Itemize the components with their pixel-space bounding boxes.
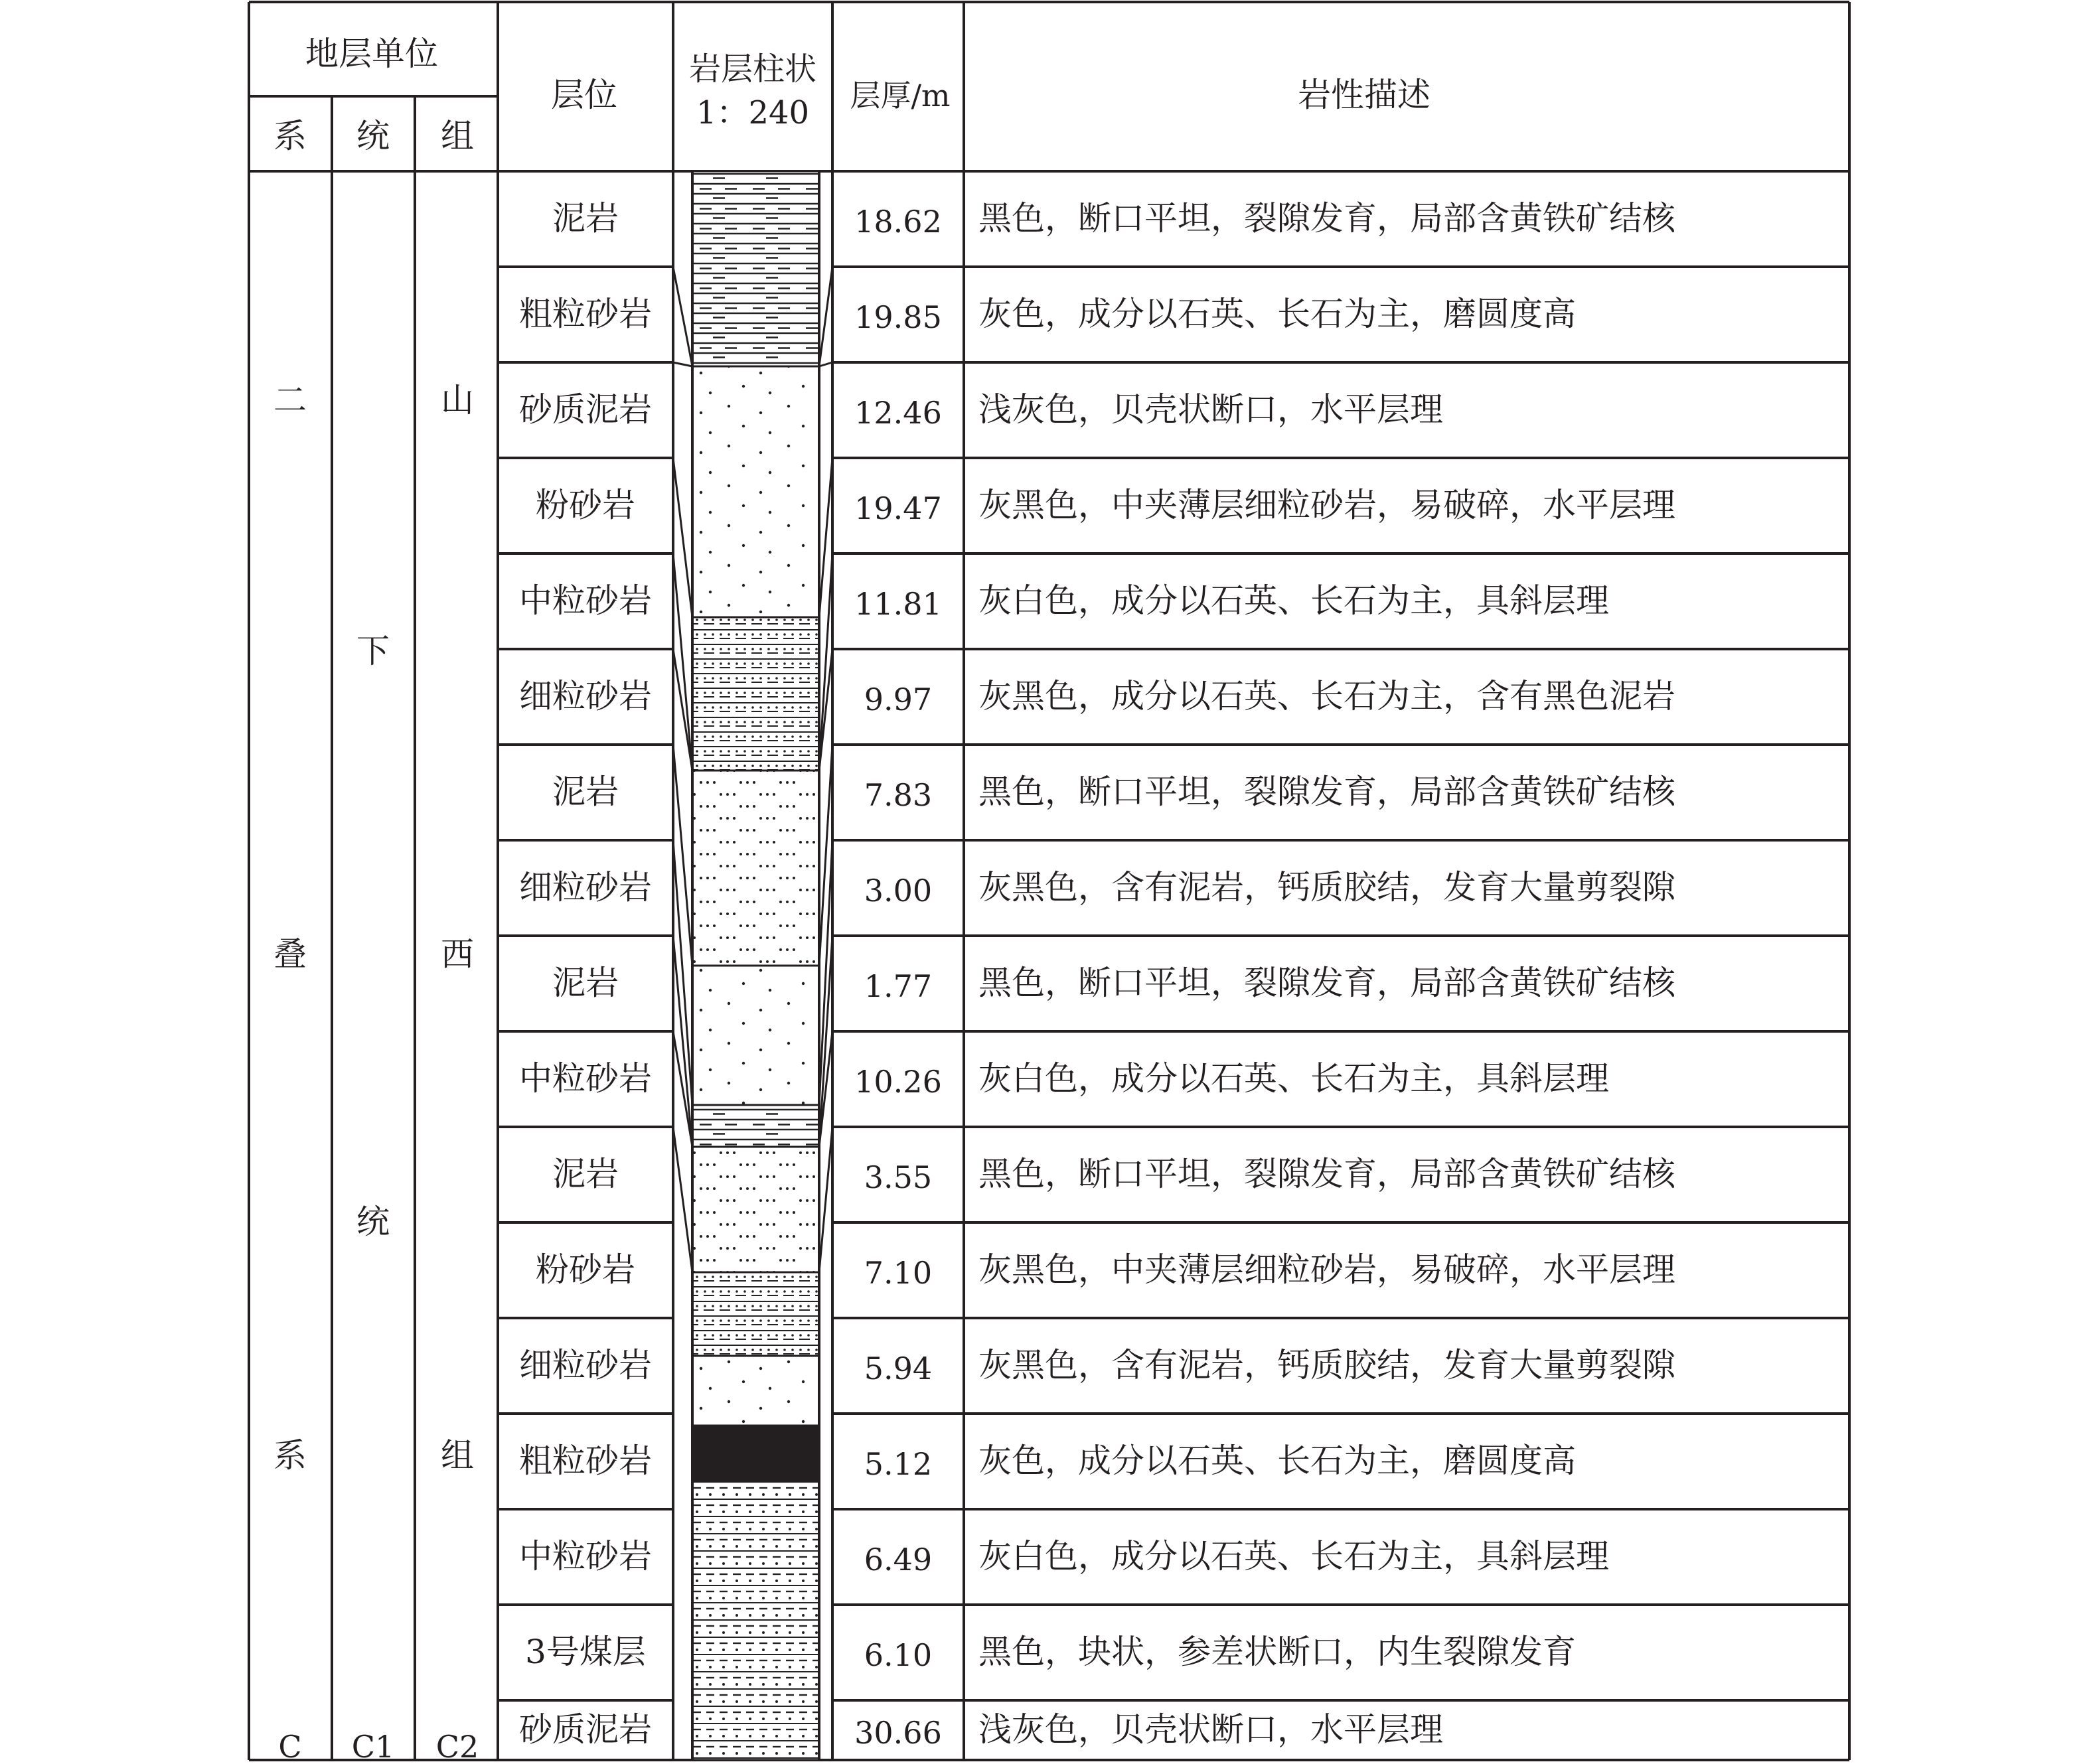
layer-thickness: 6.49	[864, 1542, 933, 1578]
table-row	[525, 1633, 1576, 1673]
header-layer: 层位	[551, 76, 617, 114]
layer-description: 灰白色，成分以石英、长石为主，具斜层理	[978, 1537, 1609, 1576]
lithologic-column	[673, 171, 832, 1760]
layer-thickness: 5.12	[864, 1446, 933, 1482]
tie-line-left	[673, 1127, 692, 1272]
layer-description: 黑色，断口平坦，裂隙发育，局部含黄铁矿结核	[978, 1155, 1675, 1193]
bottom-series: C1	[351, 1729, 395, 1764]
layer-thickness: 18.62	[854, 204, 942, 240]
layer-name: 细粒砂岩	[519, 677, 652, 715]
header-series: 统	[356, 117, 390, 155]
layer-name: 细粒砂岩	[519, 1346, 652, 1384]
header-formation: 组	[441, 117, 474, 155]
column-layer-fine-sandstone	[692, 1356, 819, 1426]
column-layer-coal	[692, 1426, 819, 1481]
layer-name: 泥岩	[552, 1155, 619, 1193]
layer-thickness: 30.66	[854, 1715, 942, 1751]
layer-thickness: 3.00	[864, 873, 933, 909]
layer-name: 粉砂岩	[536, 1250, 635, 1289]
layer-name: 中粒砂岩	[519, 1537, 652, 1576]
layer-description: 浅灰色，贝壳状断口，水平层理	[978, 390, 1443, 429]
layer-description: 黑色，断口平坦，裂隙发育，局部含黄铁矿结核	[978, 772, 1675, 811]
layer-name: 中粒砂岩	[519, 1059, 652, 1098]
column-layer-sandy-mudstone	[692, 1481, 819, 1760]
layer-thickness: 6.10	[864, 1637, 933, 1673]
layer-name: 砂质泥岩	[519, 1710, 652, 1749]
tie-line-left	[673, 362, 692, 366]
layer-description: 灰黑色，含有泥岩，钙质胶结，发育大量剪裂隙	[978, 1346, 1675, 1384]
column-layer-fine-sandstone	[692, 366, 819, 617]
table-row	[519, 1537, 1609, 1578]
layer-description: 黑色，块状，参差状断口，内生裂隙发育	[978, 1633, 1576, 1671]
layer-thickness: 7.10	[864, 1255, 933, 1291]
header-column-title: 岩层柱状	[688, 50, 817, 88]
series-char-1: 下	[356, 632, 390, 670]
header-thickness: 层厚/m	[850, 78, 951, 113]
system-char-2: 叠	[273, 935, 307, 974]
layer-name: 粗粒砂岩	[519, 1441, 652, 1480]
layer-description: 灰色，成分以石英、长石为主，磨圆度高	[978, 1441, 1576, 1480]
layer-name: 泥岩	[552, 964, 619, 1002]
table-row	[519, 1710, 1443, 1751]
header-strat-units: 地层单位	[305, 35, 438, 73]
layer-description: 灰黑色，含有泥岩，钙质胶结，发育大量剪裂隙	[978, 868, 1675, 907]
layer-description: 灰白色，成分以石英、长石为主，具斜层理	[978, 1059, 1609, 1098]
layer-thickness: 11.81	[854, 586, 942, 622]
tie-line-right	[819, 745, 832, 966]
header-system: 系	[273, 117, 307, 155]
table-row	[519, 1441, 1576, 1482]
layer-name: 中粒砂岩	[519, 581, 652, 620]
layer-thickness: 1.77	[864, 968, 933, 1004]
series-char-2: 统	[356, 1203, 390, 1241]
layer-thickness: 19.85	[854, 299, 942, 335]
layer-name: 细粒砂岩	[519, 868, 652, 907]
layer-name: 泥岩	[552, 199, 619, 238]
bottom-system: C	[278, 1729, 302, 1764]
layer-thickness: 9.97	[864, 682, 933, 717]
layer-description: 灰色，成分以石英、长石为主，磨圆度高	[978, 295, 1576, 333]
layer-description: 黑色，断口平坦，裂隙发育，局部含黄铁矿结核	[978, 964, 1675, 1002]
layer-thickness: 5.94	[864, 1351, 933, 1386]
tie-line-left	[673, 745, 692, 966]
layer-thickness: 3.55	[864, 1159, 933, 1195]
column-layer-medium-sandstone	[692, 771, 819, 966]
table-row	[519, 581, 1609, 622]
layer-description: 灰黑色，中夹薄层细粒砂岩，易破碎，水平层理	[978, 1250, 1675, 1289]
column-layer-siltstone	[692, 617, 819, 771]
layer-thickness: 19.47	[854, 490, 942, 526]
column-layer-siltstone	[692, 1272, 819, 1356]
tie-line-left	[673, 267, 692, 366]
formation-char-1: 山	[441, 381, 474, 419]
layer-thickness: 10.26	[854, 1064, 942, 1100]
layer-thickness: 7.83	[864, 777, 933, 813]
layer-name: 粗粒砂岩	[519, 295, 652, 333]
tie-line-right	[819, 362, 832, 366]
column-layer-mudstone	[692, 1105, 819, 1147]
header-column-scale: 1：240	[696, 94, 810, 131]
header-description: 岩性描述	[1298, 76, 1431, 114]
formation-char-2: 西	[441, 935, 474, 974]
table-row	[519, 295, 1576, 335]
layer-description: 灰白色，成分以石英、长石为主，具斜层理	[978, 581, 1609, 620]
unit-labels	[273, 381, 479, 1764]
system-char-1: 二	[273, 381, 307, 419]
column-layer-mudstone	[692, 171, 819, 366]
layer-name: 砂质泥岩	[519, 390, 652, 429]
layer-description: 灰黑色，中夹薄层细粒砂岩，易破碎，水平层理	[978, 486, 1675, 524]
layer-description: 灰黑色，成分以石英、长石为主，含有黑色泥岩	[978, 677, 1675, 715]
system-char-3: 系	[273, 1436, 307, 1475]
layer-description: 黑色，断口平坦，裂隙发育，局部含黄铁矿结核	[978, 199, 1675, 238]
formation-char-3: 组	[441, 1436, 474, 1475]
tie-line-right	[819, 1127, 832, 1272]
layer-description: 浅灰色，贝壳状断口，水平层理	[978, 1710, 1443, 1749]
layer-name: 3号煤层	[525, 1633, 646, 1671]
tie-line-right	[819, 267, 832, 366]
column-layer-medium-sandstone	[692, 1147, 819, 1272]
layer-name: 粉砂岩	[536, 486, 635, 524]
table-row	[519, 390, 1443, 431]
column-layer-fine-sandstone	[692, 966, 819, 1105]
layer-thickness: 12.46	[854, 395, 942, 431]
bottom-formation: C2	[435, 1729, 479, 1764]
layer-name: 泥岩	[552, 772, 619, 811]
